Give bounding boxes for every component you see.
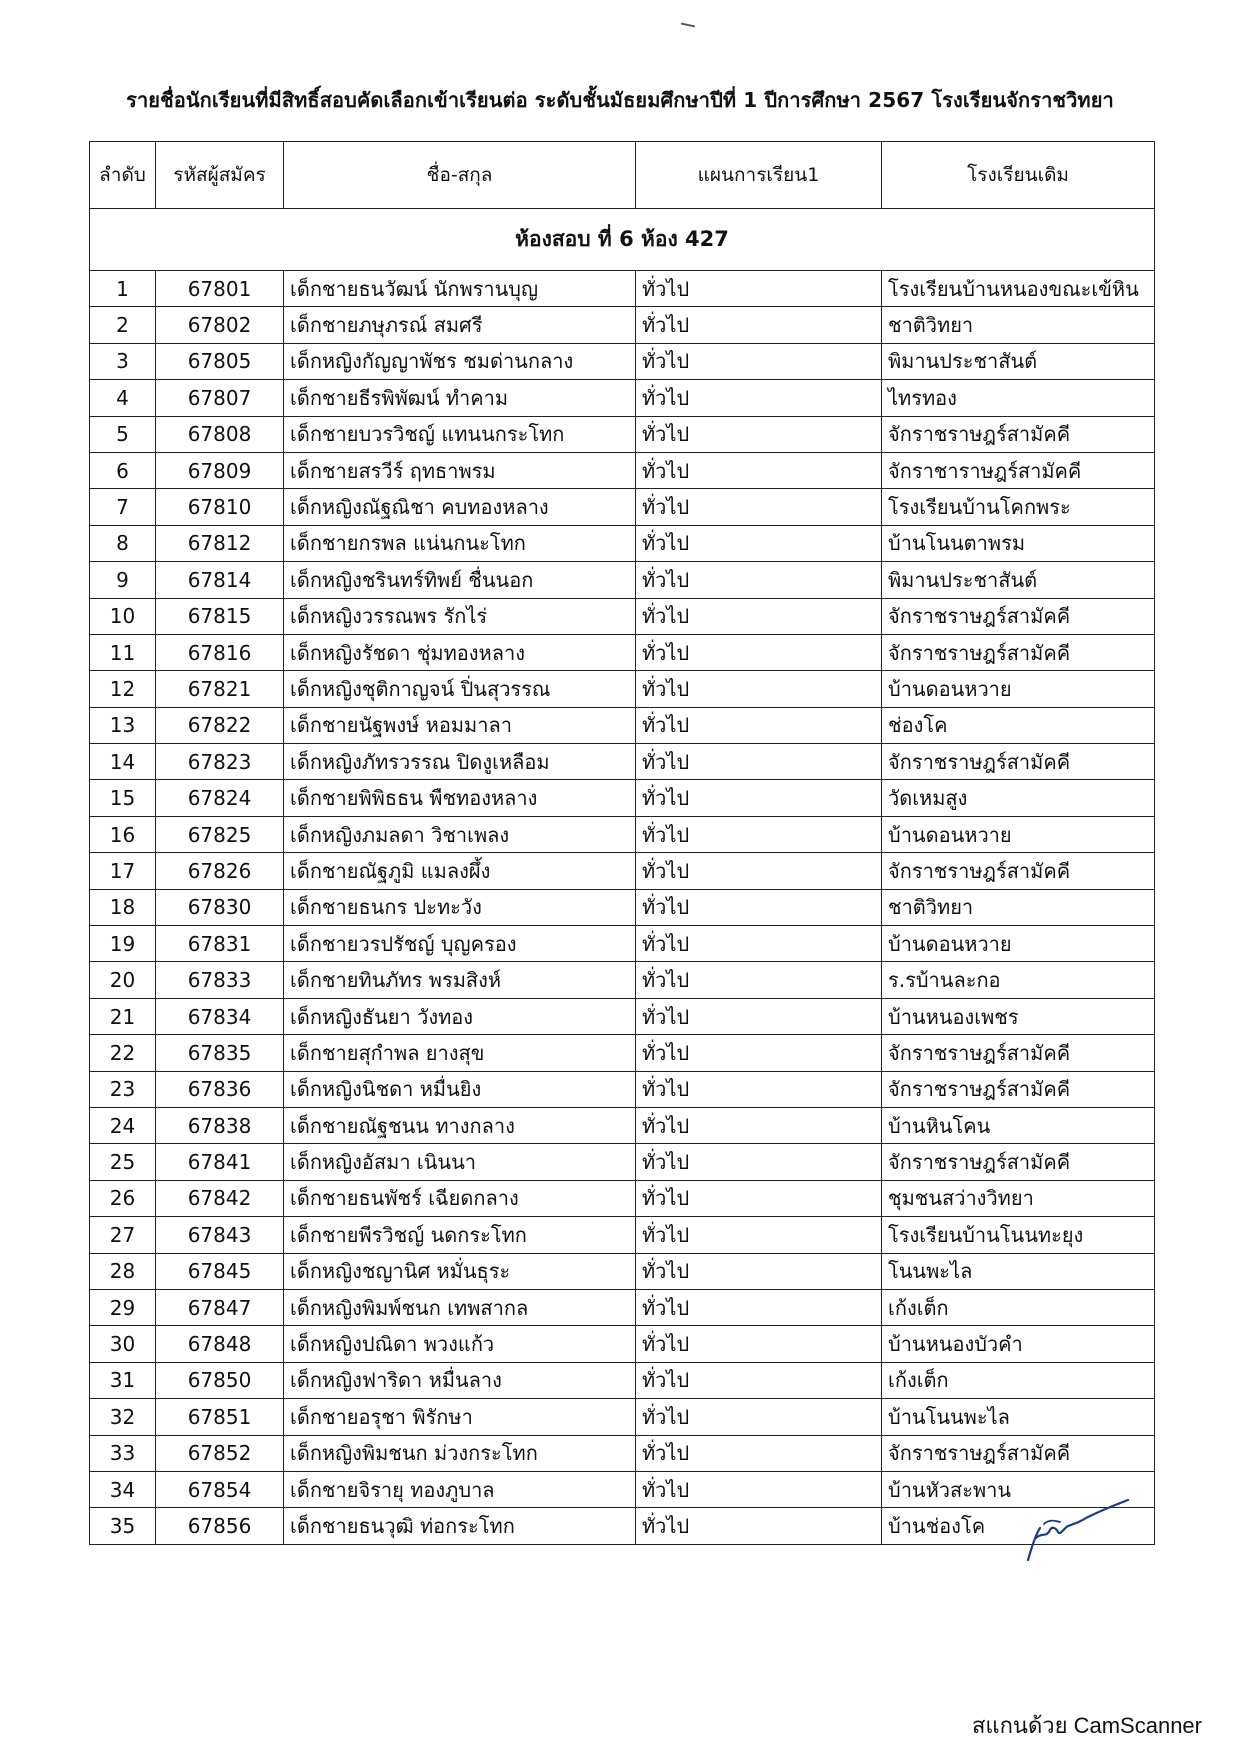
student-name: เด็กหญิงกัญญาพัชร ชมด่านกลาง xyxy=(284,343,636,379)
study-plan: ทั่วไป xyxy=(636,634,882,670)
row-number: 26 xyxy=(90,1180,156,1216)
student-name: เด็กชายธีรพิพัฒน์ ทำคาม xyxy=(284,380,636,416)
study-plan: ทั่วไป xyxy=(636,307,882,343)
table-row xyxy=(90,1180,1155,1216)
row-number: 18 xyxy=(90,889,156,925)
previous-school: บ้านหัวสะพาน xyxy=(882,1471,1155,1507)
applicant-code: 67847 xyxy=(156,1289,284,1325)
applicant-code: 67852 xyxy=(156,1435,284,1471)
applicant-code: 67826 xyxy=(156,853,284,889)
student-name: เด็กหญิงธันยา วังทอง xyxy=(284,998,636,1034)
row-number: 4 xyxy=(90,380,156,416)
applicant-code: 67835 xyxy=(156,1035,284,1071)
student-name: เด็กชายสรวีร์ ฤทธาพรม xyxy=(284,452,636,488)
applicant-code: 67807 xyxy=(156,380,284,416)
study-plan: ทั่วไป xyxy=(636,598,882,634)
row-number: 13 xyxy=(90,707,156,743)
study-plan: ทั่วไป xyxy=(636,562,882,598)
previous-school: จักราชราษฎร์สามัคคี xyxy=(882,1071,1155,1107)
student-name: เด็กชายพิพิธธน พืชทองหลาง xyxy=(284,780,636,816)
applicant-code: 67810 xyxy=(156,489,284,525)
previous-school: จักราชราษฎร์สามัคคี xyxy=(882,598,1155,634)
study-plan: ทั่วไป xyxy=(636,1180,882,1216)
applicant-code: 67809 xyxy=(156,452,284,488)
header-row xyxy=(90,142,1155,209)
previous-school: จักราชราษฎร์สามัคคี xyxy=(882,1035,1155,1071)
table-row xyxy=(90,562,1155,598)
student-name: เด็กชายกรพล แน่นกนะโทก xyxy=(284,525,636,561)
study-plan: ทั่วไป xyxy=(636,1435,882,1471)
header-previous-school: โรงเรียนเดิม xyxy=(882,142,1155,209)
table-row xyxy=(90,962,1155,998)
student-name: เด็กชายอรุชา พิรักษา xyxy=(284,1399,636,1435)
study-plan: ทั่วไป xyxy=(636,671,882,707)
document-title: รายชื่อนักเรียนที่มีสิทธิ์สอบคัดเลือกเข้าเรียนต่อ ระดับชั้นมัธยมศึกษาปีที่ 1 ปีการศึกษา 2567 โรงเรียนจักราชวิทยา xyxy=(126,88,1114,112)
study-plan: ทั่วไป xyxy=(636,1253,882,1289)
row-number: 5 xyxy=(90,416,156,452)
study-plan: ทั่วไป xyxy=(636,525,882,561)
row-number: 34 xyxy=(90,1471,156,1507)
student-name: เด็กชายภษุภรณ์ สมศรี xyxy=(284,307,636,343)
table-row xyxy=(90,598,1155,634)
study-plan: ทั่วไป xyxy=(636,1289,882,1325)
study-plan: ทั่วไป xyxy=(636,1399,882,1435)
row-number: 8 xyxy=(90,525,156,561)
applicant-code: 67808 xyxy=(156,416,284,452)
study-plan: ทั่วไป xyxy=(636,416,882,452)
scanner-watermark: สแกนด้วย CamScanner xyxy=(971,1713,1202,1738)
applicant-code: 67834 xyxy=(156,998,284,1034)
previous-school: จักราชราษฎร์สามัคคี xyxy=(882,1435,1155,1471)
row-number: 23 xyxy=(90,1071,156,1107)
student-name: เด็กหญิงวรรณพร รักไร่ xyxy=(284,598,636,634)
study-plan: ทั่วไป xyxy=(636,707,882,743)
applicant-code: 67845 xyxy=(156,1253,284,1289)
applicant-code: 67821 xyxy=(156,671,284,707)
student-name: เด็กหญิงภัทรวรรณ ปิดงูเหลือม xyxy=(284,744,636,780)
table-row xyxy=(90,1289,1155,1325)
student-name: เด็กหญิงภมลดา วิชาเพลง xyxy=(284,816,636,852)
study-plan: ทั่วไป xyxy=(636,744,882,780)
study-plan: ทั่วไป xyxy=(636,1035,882,1071)
row-number: 30 xyxy=(90,1326,156,1362)
student-name: เด็กหญิงฟาริดา หมื่นลาง xyxy=(284,1362,636,1398)
row-number: 20 xyxy=(90,962,156,998)
table-row xyxy=(90,707,1155,743)
student-name: เด็กหญิงพิมพ์ชนก เทพสากล xyxy=(284,1289,636,1325)
header-full-name: ชื่อ-สกุล xyxy=(284,142,636,209)
applicant-code: 67816 xyxy=(156,634,284,670)
study-plan: ทั่วไป xyxy=(636,1071,882,1107)
applicant-code: 67856 xyxy=(156,1508,284,1544)
applicant-code: 67843 xyxy=(156,1217,284,1253)
row-number: 21 xyxy=(90,998,156,1034)
row-number: 1 xyxy=(90,271,156,307)
applicant-code: 67824 xyxy=(156,780,284,816)
study-plan: ทั่วไป xyxy=(636,343,882,379)
table-row xyxy=(90,816,1155,852)
previous-school: โรงเรียนบ้านโคกพระ xyxy=(882,489,1155,525)
table-row xyxy=(90,853,1155,889)
applicant-code: 67801 xyxy=(156,271,284,307)
table-row xyxy=(90,1399,1155,1435)
applicant-code: 67842 xyxy=(156,1180,284,1216)
row-number: 14 xyxy=(90,744,156,780)
student-name: เด็กหญิงณัฐณิชา คบทองหลาง xyxy=(284,489,636,525)
study-plan: ทั่วไป xyxy=(636,1362,882,1398)
previous-school: จักราชาราษฎร์สามัคคี xyxy=(882,452,1155,488)
applicant-code: 67812 xyxy=(156,525,284,561)
previous-school: บ้านหินโคน xyxy=(882,1107,1155,1143)
signature xyxy=(1022,1498,1132,1568)
student-name: เด็กชายพีรวิชญ์ นดกระโทก xyxy=(284,1217,636,1253)
table-row xyxy=(90,1253,1155,1289)
applicant-code: 67831 xyxy=(156,926,284,962)
previous-school: เก้งเต็ก xyxy=(882,1289,1155,1325)
student-name: เด็กหญิงชุติกาญจน์ ปิ่นสุวรรณ xyxy=(284,671,636,707)
row-number: 24 xyxy=(90,1107,156,1143)
table-row xyxy=(90,452,1155,488)
table-row xyxy=(90,926,1155,962)
table-row xyxy=(90,671,1155,707)
study-plan: ทั่วไป xyxy=(636,998,882,1034)
previous-school: บ้านดอนหวาย xyxy=(882,816,1155,852)
study-plan: ทั่วไป xyxy=(636,780,882,816)
exam-room-row xyxy=(90,209,1155,271)
row-number: 17 xyxy=(90,853,156,889)
previous-school: จักราชราษฎร์สามัคคี xyxy=(882,634,1155,670)
study-plan: ทั่วไป xyxy=(636,889,882,925)
row-number: 12 xyxy=(90,671,156,707)
study-plan: ทั่วไป xyxy=(636,853,882,889)
student-name: เด็กชายณัฐชนน ทางกลาง xyxy=(284,1107,636,1143)
applicant-code: 67815 xyxy=(156,598,284,634)
applicant-code: 67805 xyxy=(156,343,284,379)
table-row xyxy=(90,380,1155,416)
previous-school: วัดเหมสูง xyxy=(882,780,1155,816)
student-name: เด็กชายณัฐภูมิ แมลงผึ้ง xyxy=(284,853,636,889)
previous-school: ร.รบ้านละกอ xyxy=(882,962,1155,998)
table-row xyxy=(90,343,1155,379)
table-row xyxy=(90,1217,1155,1253)
previous-school: ช่องโค xyxy=(882,707,1155,743)
table-row xyxy=(90,889,1155,925)
study-plan: ทั่วไป xyxy=(636,489,882,525)
table-row xyxy=(90,307,1155,343)
student-name: เด็กหญิงอัสมา เนินนา xyxy=(284,1144,636,1180)
student-name: เด็กชายธนวุฒิ ท่อกระโทก xyxy=(284,1508,636,1544)
previous-school: จักราชราษฎร์สามัคคี xyxy=(882,416,1155,452)
row-number: 10 xyxy=(90,598,156,634)
study-plan: ทั่วไป xyxy=(636,816,882,852)
applicant-code: 67841 xyxy=(156,1144,284,1180)
study-plan: ทั่วไป xyxy=(636,1217,882,1253)
header-study-plan: แผนการเรียน1 xyxy=(636,142,882,209)
table-row xyxy=(90,1107,1155,1143)
previous-school: บ้านหนองเพชร xyxy=(882,998,1155,1034)
row-number: 7 xyxy=(90,489,156,525)
study-plan: ทั่วไป xyxy=(636,380,882,416)
table-row xyxy=(90,271,1155,307)
row-number: 19 xyxy=(90,926,156,962)
exam-room-label: ห้องสอบ ที่ 6 ห้อง 427 xyxy=(90,209,1155,271)
previous-school: จักราชราษฎร์สามัคคี xyxy=(882,853,1155,889)
previous-school: บ้านช่องโค xyxy=(882,1508,1155,1544)
applicant-code: 67838 xyxy=(156,1107,284,1143)
previous-school: จักราชราษฎร์สามัคคี xyxy=(882,1144,1155,1180)
table-row xyxy=(90,1362,1155,1398)
student-name: เด็กหญิงชญานิศ หมั่นธุระ xyxy=(284,1253,636,1289)
row-number: 31 xyxy=(90,1362,156,1398)
table-row xyxy=(90,525,1155,561)
applicant-code: 67836 xyxy=(156,1071,284,1107)
table-row xyxy=(90,1071,1155,1107)
study-plan: ทั่วไป xyxy=(636,1508,882,1544)
row-number: 16 xyxy=(90,816,156,852)
student-name: เด็กหญิงรัชดา ชุ่มทองหลาง xyxy=(284,634,636,670)
student-name: เด็กชายวรปรัชญ์ บุญครอง xyxy=(284,926,636,962)
table-row xyxy=(90,489,1155,525)
previous-school: ไทรทอง xyxy=(882,380,1155,416)
row-number: 27 xyxy=(90,1217,156,1253)
previous-school: ชาติวิทยา xyxy=(882,307,1155,343)
row-number: 32 xyxy=(90,1399,156,1435)
previous-school: จักราชราษฎร์สามัคคี xyxy=(882,744,1155,780)
student-name: เด็กชายนัฐพงษ์ หอมมาลา xyxy=(284,707,636,743)
student-name: เด็กชายธนพัชร์ เฉียดกลาง xyxy=(284,1180,636,1216)
row-number: 11 xyxy=(90,634,156,670)
study-plan: ทั่วไป xyxy=(636,962,882,998)
table-row xyxy=(90,1508,1155,1544)
study-plan: ทั่วไป xyxy=(636,271,882,307)
table-row xyxy=(90,1035,1155,1071)
applicant-code: 67850 xyxy=(156,1362,284,1398)
student-name: เด็กหญิงปณิดา พวงแก้ว xyxy=(284,1326,636,1362)
previous-school: พิมานประชาสันต์ xyxy=(882,343,1155,379)
header-no: ลำดับ xyxy=(90,142,156,209)
previous-school: เก้งเต็ก xyxy=(882,1362,1155,1398)
student-name: เด็กหญิงพิมชนก ม่วงกระโทก xyxy=(284,1435,636,1471)
table-row xyxy=(90,1144,1155,1180)
study-plan: ทั่วไป xyxy=(636,1326,882,1362)
row-number: 3 xyxy=(90,343,156,379)
applicant-code: 67814 xyxy=(156,562,284,598)
previous-school: พิมานประชาสันต์ xyxy=(882,562,1155,598)
previous-school: บ้านโนนพะไล xyxy=(882,1399,1155,1435)
student-roster-table xyxy=(89,141,1155,1545)
table-row xyxy=(90,1435,1155,1471)
row-number: 15 xyxy=(90,780,156,816)
previous-school: ชาติวิทยา xyxy=(882,889,1155,925)
row-number: 35 xyxy=(90,1508,156,1544)
table-row xyxy=(90,634,1155,670)
student-name: เด็กชายธนวัฒน์ นักพรานบุญ xyxy=(284,271,636,307)
study-plan: ทั่วไป xyxy=(636,926,882,962)
study-plan: ทั่วไป xyxy=(636,452,882,488)
applicant-code: 67823 xyxy=(156,744,284,780)
table-row xyxy=(90,416,1155,452)
applicant-code: 67854 xyxy=(156,1471,284,1507)
row-number: 29 xyxy=(90,1289,156,1325)
applicant-code: 67830 xyxy=(156,889,284,925)
previous-school: โนนพะไล xyxy=(882,1253,1155,1289)
row-number: 22 xyxy=(90,1035,156,1071)
row-number: 9 xyxy=(90,562,156,598)
study-plan: ทั่วไป xyxy=(636,1107,882,1143)
previous-school: บ้านดอนหวาย xyxy=(882,926,1155,962)
study-plan: ทั่วไป xyxy=(636,1144,882,1180)
table-row xyxy=(90,780,1155,816)
study-plan: ทั่วไป xyxy=(636,1471,882,1507)
table-row xyxy=(90,744,1155,780)
applicant-code: 67822 xyxy=(156,707,284,743)
student-name: เด็กหญิงชรินทร์ทิพย์ ชื่นนอก xyxy=(284,562,636,598)
row-number: 6 xyxy=(90,452,156,488)
student-name: เด็กหญิงนิชดา หมื่นยิง xyxy=(284,1071,636,1107)
previous-school: บ้านหนองบัวคำ xyxy=(882,1326,1155,1362)
previous-school: ชุมชนสว่างวิทยา xyxy=(882,1180,1155,1216)
applicant-code: 67825 xyxy=(156,816,284,852)
student-name: เด็กชายธนกร ปะทะวัง xyxy=(284,889,636,925)
table-row xyxy=(90,998,1155,1034)
previous-school: โรงเรียนบ้านโนนทะยุง xyxy=(882,1217,1155,1253)
row-number: 25 xyxy=(90,1144,156,1180)
scan-speck xyxy=(681,23,695,28)
student-name: เด็กชายทินภัทร พรมสิงห์ xyxy=(284,962,636,998)
row-number: 28 xyxy=(90,1253,156,1289)
table-row xyxy=(90,1326,1155,1362)
student-name: เด็กชายบวรวิชญ์ แทนนกระโทก xyxy=(284,416,636,452)
applicant-code: 67851 xyxy=(156,1399,284,1435)
row-number: 2 xyxy=(90,307,156,343)
student-name: เด็กชายสุกำพล ยางสุข xyxy=(284,1035,636,1071)
student-name: เด็กชายจิรายุ ทองภูบาล xyxy=(284,1471,636,1507)
header-applicant-code: รหัสผู้สมัคร xyxy=(156,142,284,209)
table-row xyxy=(90,1471,1155,1507)
row-number: 33 xyxy=(90,1435,156,1471)
applicant-code: 67833 xyxy=(156,962,284,998)
previous-school: บ้านดอนหวาย xyxy=(882,671,1155,707)
previous-school: โรงเรียนบ้านหนองขณะเข้หิน xyxy=(882,271,1155,307)
applicant-code: 67802 xyxy=(156,307,284,343)
previous-school: บ้านโนนตาพรม xyxy=(882,525,1155,561)
applicant-code: 67848 xyxy=(156,1326,284,1362)
